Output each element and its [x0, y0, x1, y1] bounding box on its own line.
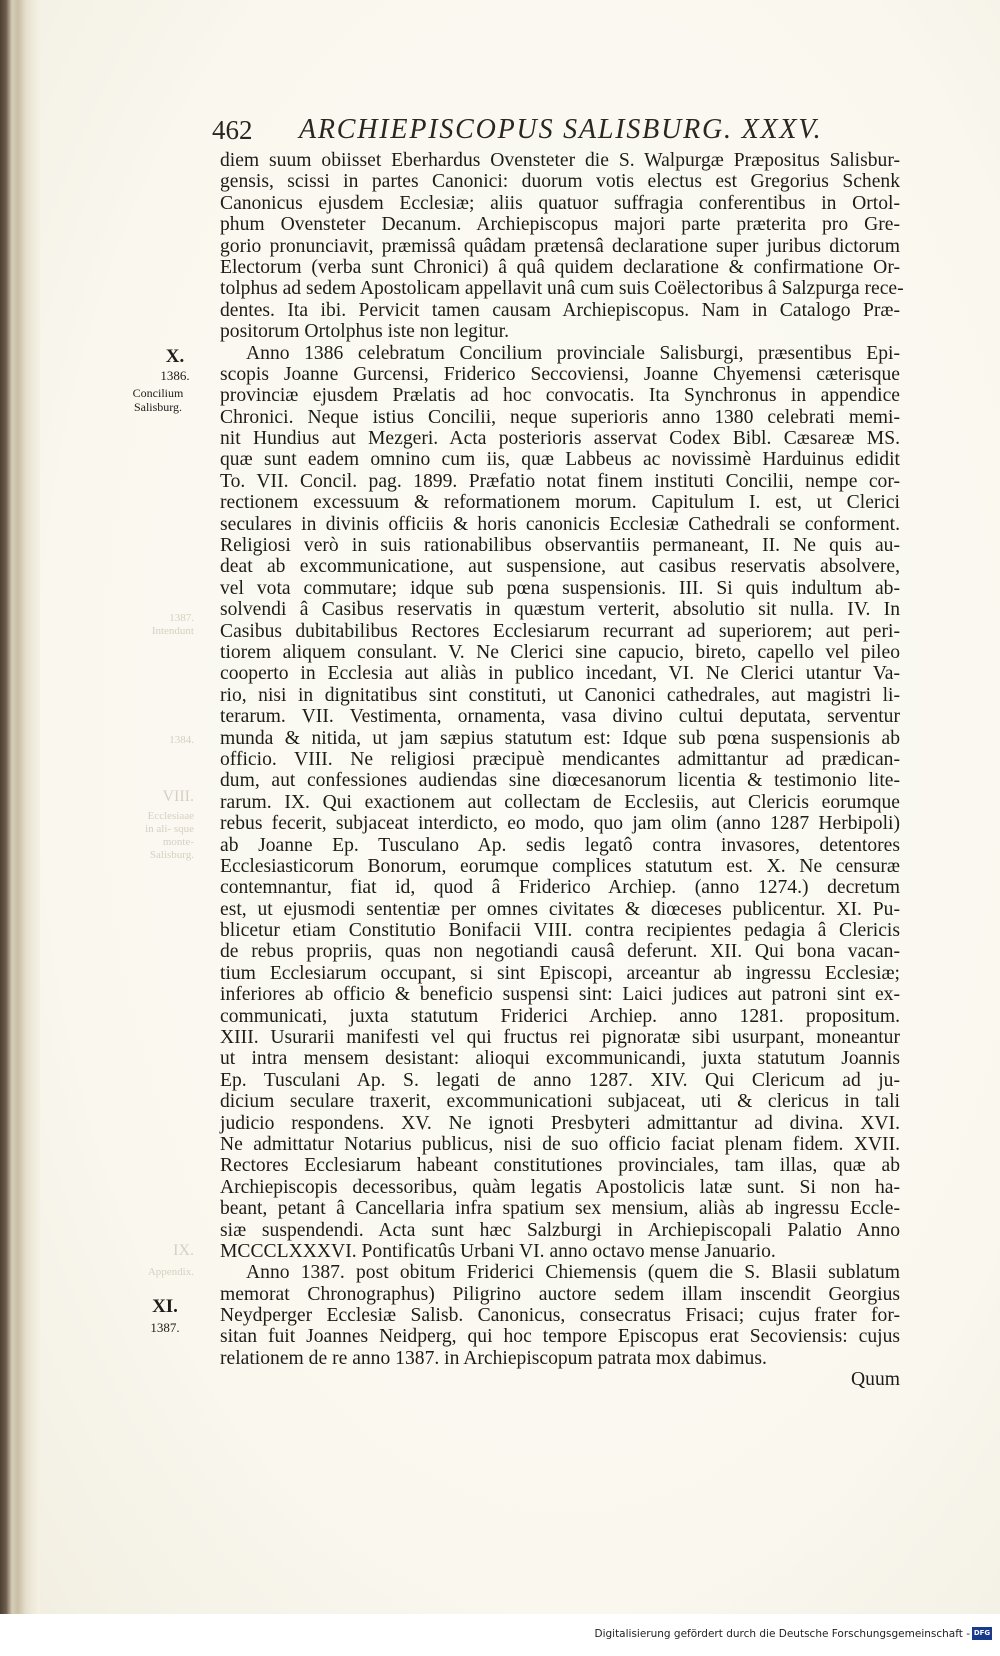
text-line: vel vota commutare; idque sub pœna suspensionis. III. Si quis indultum ab-	[220, 577, 900, 599]
text-line: gensis, scissi in partes Canonici: duorum votis electus est Gregorius Schenk	[220, 171, 900, 193]
text-line: sitan fuit Joannes Neidperg, qui hoc tempore Episcopus erat Secoviensis: cujus	[220, 1326, 900, 1348]
text-line: tolphus ad sedem Apostolicam appellavit unâ cum suis Coëlectoribus â Salzpurga rece-	[220, 278, 904, 300]
text-line: gorio pronunciavit, præmissâ quâdam prætensâ declaratione super juribus dictorum	[220, 235, 900, 257]
text-line: est, ut ejusmodi sententiæ per omnes civitates & diœceses publicentur. XI. Pu-	[220, 898, 900, 920]
text-line: ut intra mensem desistant: alioqui excommunicandi, juxta statutum Joannis	[220, 1048, 900, 1070]
text-line: beant, petant â Cancellaria infra spatium sex mensium, aliàs ab ingressu Eccle-	[220, 1198, 900, 1220]
text-line: memorat Chronographus) Piligrino auctore sedem illam inscendit Georgius	[220, 1283, 900, 1305]
text-line: Ne admittatur Notarius publicus, nisi de suo officio faciat plenam fidem. XVII.	[220, 1133, 900, 1155]
text-line: Chronici. Neque istius Concilii, neque superioris anno 1380 celebrati memi-	[220, 406, 900, 428]
text-line: solvendi â Casibus reservatis in quæstum verterit, absolutio sit nulla. IV. In	[220, 599, 900, 621]
text-line: scopis Joanne Gurcensi, Friderico Seccoviensi, Joanne Chyemensi cæterisque	[220, 363, 900, 385]
text-line: inferiores ab officio & beneficio suspensi sint: Laici judices aut patroni sint ex-	[220, 984, 900, 1006]
margin-section-x: X.	[165, 346, 185, 367]
text-line: de rebus propriis, quas non negotiandi causâ deferunt. XII. Qui bona vacan-	[220, 941, 900, 963]
text-line: Neydperger Ecclesiæ Salisb. Canonicus, consecratus Frisaci; cujus frater for-	[220, 1305, 900, 1327]
text-line: diem suum obiisset Eberhardus Ovensteter die S. Walpurgæ Præpositus Salisbur-	[220, 150, 900, 171]
text-line: judicio respondens. XV. Ne ignoti Presbyteri admittantur ad divina. XVI.	[220, 1112, 900, 1134]
text-line: Casibus dubitabilibus Rectores Ecclesiarum recurrant ad superiorem; aut peri-	[220, 620, 900, 642]
text-line: deat ab excommunicatione, aut suspensione, aut casibus reservatis absolvere,	[220, 556, 900, 578]
text-line: dentes. Ita ibi. Pervicit tamen causam Archiepiscopus. Nam in Catalogo Præ-	[220, 299, 900, 321]
body-text	[220, 150, 904, 1391]
bleed-through-note: VIII.	[162, 788, 194, 805]
text-line: terarum. VII. Vestimenta, ornamenta, vasa divino cultui deputata, serventur	[220, 706, 900, 728]
book-page-edges	[0, 0, 40, 1614]
text-line: nit Hundius aut Mezgeri. Acta posterioris asservat Codex Bibl. Cæsareæ MS.	[220, 428, 900, 450]
footer-bar	[0, 1614, 1000, 1656]
text-line: tium Ecclesiarum occupant, si sint Episcopi, arceantur ab ingressu Ecclesiæ;	[220, 962, 900, 984]
text-line: Archiepiscopis decessoribus, quàm legatis Apostolicis latæ sunt. Si non ha-	[220, 1176, 900, 1198]
text-line: contemnantur, fiat id, quod â Friderico Archiep. (anno 1274.) decretum	[220, 877, 900, 899]
margin-note-concilium	[118, 386, 198, 414]
text-line: officio. VIII. Ne religiosi præcipuè mendicantes admittantur ad prædican-	[220, 748, 900, 770]
text-line: seculares in divinis officiis & horis canonicis Ecclesiæ Cathedrali se conforment.	[220, 513, 900, 535]
text-line: rio, nisi in dignitatibus sint constituti, ut Canonici cathedrales, aut magistri li-	[220, 684, 900, 706]
text-line: siæ suspendendi. Acta sunt hæc Salzburgi in Archiepiscopali Palatio Anno	[220, 1219, 900, 1241]
bleed-through-note: 1384.	[169, 734, 194, 746]
running-title: ARCHIEPISCOPUS SALISBURG. XXXV.	[299, 114, 823, 145]
text-line: Canonicus ejusdem Ecclesiæ; aliis quatuor suffragia conferentibus in Ortol-	[220, 192, 900, 214]
margin-year-1387: 1387.	[150, 1320, 180, 1335]
text-line: Anno 1387. post obitum Friderici Chiemensis (quem die S. Blasii sublatum	[246, 1262, 900, 1284]
text-line: relationem de re anno 1387. in Archiepiscopum patrata mox dabimus.	[220, 1347, 767, 1369]
bleed-through-note: 1387. Intendunt	[151, 612, 194, 637]
text-line: blicetur etiam Constitutio Bonifacii VIII. contra recipientes pedagia â Clericis	[220, 920, 900, 942]
text-line: dum, aut confessiones audiendas sine diœcesanorum licentia & testimonio lite-	[220, 770, 900, 792]
dfg-logo-icon: DFG	[972, 1627, 992, 1640]
text-line: rebus fecerit, subjaceat interdicto, eo modo, quo jam olim (anno 1287 Herbipoli)	[220, 813, 900, 835]
margin-note-line: Salisburg.	[133, 400, 183, 414]
text-line: Quum	[851, 1369, 900, 1391]
text-line: XIII. Usurarii manifesti vel qui fructus rei pignoratæ sibi usurpant, moneantur	[220, 1027, 900, 1049]
page-number: 462	[212, 115, 253, 145]
text-line: To. VII. Concil. pag. 1899. Præfatio notat finem instituti Concilii, nempe cor-	[220, 470, 900, 492]
text-line: dicium seculare traxerit, excommunicationi subjaceat, uti & clericus in tali	[220, 1091, 900, 1113]
text-line: tiorem aliquem consulant. V. Ne Clerici sine capucio, bireto, capello vel pileo	[220, 641, 900, 663]
bleed-through-note: Ecclesiaae in ali- sque monte- Salisburg.	[145, 810, 194, 861]
text-line: munda & nitida, ut jam sæpius statutum est: Idque sub pœna suspensionis ab	[220, 727, 900, 749]
margin-note-line: Concilium	[132, 386, 184, 400]
text-line: ab Joanne Ep. Tusculano Ap. sedis legatô contra invasores, detentores	[220, 834, 900, 856]
text-line: Electorum (verba sunt Chronici) â quâ quidem declaratione & confirmatione Or-	[220, 256, 900, 278]
text-line: cooperto in Ecclesia aut aliàs in publico incedant, VI. Ne Clerici utantur Va-	[220, 663, 900, 685]
text-line: Religiosi verò in suis rationabilibus observantiis permaneant, II. Ne quis au-	[220, 535, 900, 557]
margin-section-xi: XI.	[152, 1296, 178, 1317]
bleed-through-note: IX.	[173, 1242, 194, 1259]
text-line: MCCCLXXXVI. Pontificatûs Urbani VI. anno octavo mense Januario.	[220, 1240, 776, 1262]
text-line: rectionem excessuum & reformationem morum. Capitulum I. est, ut Clerici	[220, 492, 900, 514]
text-line: Ep. Tusculani Ap. S. legati de anno 1287. XIV. Qui Clericum ad ju-	[220, 1069, 900, 1091]
bleed-through-note: Appendix.	[147, 1266, 194, 1278]
text-line: positorum Ortolphus iste non legitur.	[220, 321, 509, 343]
text-line: phum Ovensteter Decanum. Archiepiscopus majori parte præterita pro Gre-	[220, 214, 900, 236]
footer-credit: Digitalisierung gefördert durch die Deutsche Forschungsgemeinschaft -	[594, 1628, 970, 1640]
text-line: rarum. IX. Qui exactionem aut collectam de Ecclesiis, aut Clericis eorumque	[220, 791, 900, 813]
text-line: quæ sunt eadem omnino cum iis, quæ Labbeus ac novissimè Harduinus edidit	[220, 449, 900, 471]
text-line: Anno 1386 celebratum Concilium provinciale Salisburgi, præsentibus Epi-	[246, 342, 900, 364]
text-line: Ecclesiasticorum Bonorum, eorumque complices statutum est. X. Ne censuræ	[220, 855, 900, 877]
text-line: Rectores Ecclesiarum habeant constitutiones provinciales, tam illas, quæ ab	[220, 1155, 900, 1177]
margin-year-1386: 1386.	[160, 368, 190, 383]
text-line: communicati, juxta statutum Friderici Archiep. anno 1281. propositum.	[220, 1005, 900, 1027]
text-line: provinciæ ejusdem Prælatis ad hoc convocatis. Ita Synchronus in appendice	[220, 385, 900, 407]
page-header	[212, 112, 872, 148]
